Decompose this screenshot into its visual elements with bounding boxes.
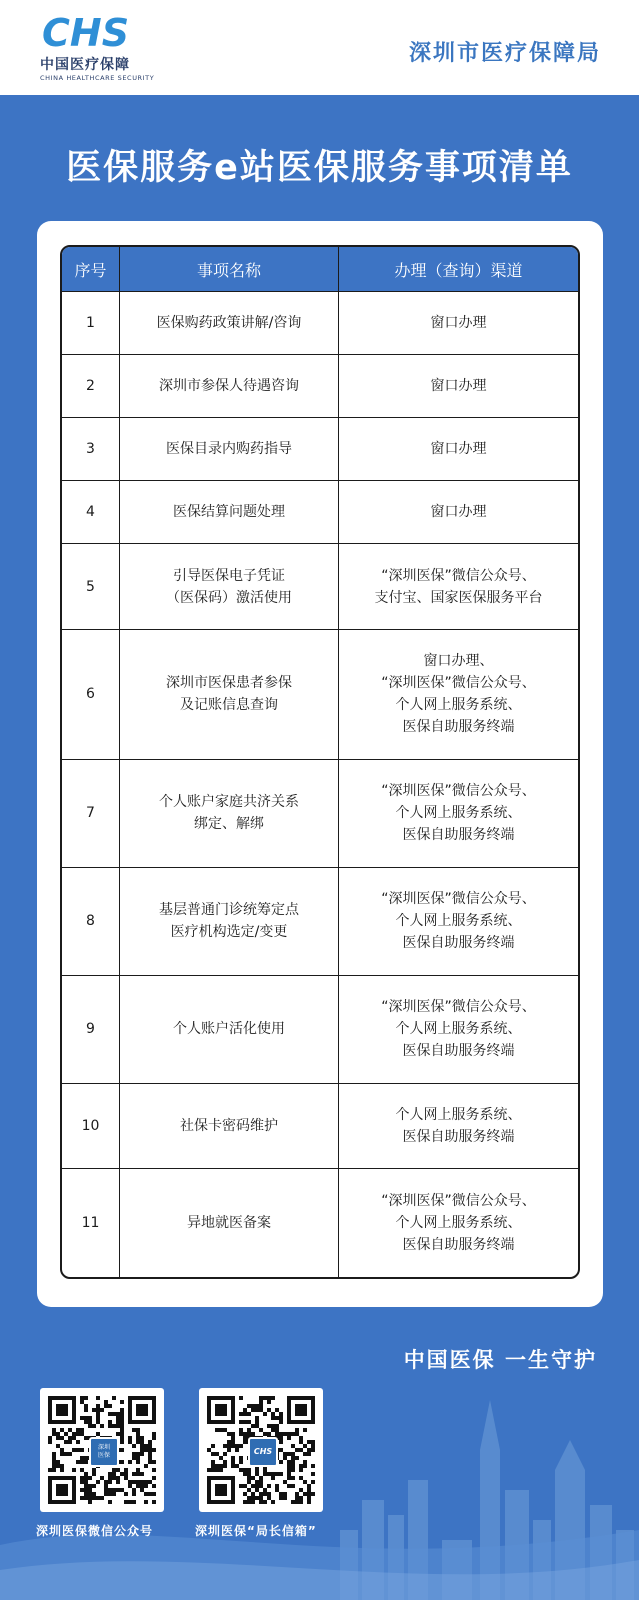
row-number: 8 (62, 868, 120, 976)
row-item-name: 基层普通门诊统筹定点 医疗机构选定/变更 (120, 868, 339, 976)
page-title: 医保服务e站医保服务事项清单 (66, 148, 573, 188)
row-number: 2 (62, 355, 120, 418)
qr-center-logo: CHS (248, 1437, 278, 1467)
top-header (0, 0, 639, 95)
row-item-name: 深圳市医保患者参保 及记账信息查询 (120, 630, 339, 760)
table-row (62, 292, 578, 355)
table-row (62, 630, 578, 760)
row-item-name: 医保目录内购药指导 (120, 418, 339, 481)
row-item-name: 深圳市参保人待遇咨询 (120, 355, 339, 418)
table-header-row (62, 247, 578, 292)
table-row (62, 481, 578, 544)
row-number: 1 (62, 292, 120, 355)
row-channel: “深圳医保”微信公众号、 个人网上服务系统、 医保自助服务终端 (339, 760, 578, 868)
logo-english-name: CHINA HEALTHCARE SECURITY (40, 74, 155, 82)
qr-label-director-mailbox: 深圳医保“局长信箱” (195, 1524, 317, 1538)
row-number: 3 (62, 418, 120, 481)
table-row (62, 355, 578, 418)
header-channel: 办理（查询）渠道 (339, 247, 578, 292)
table-row (62, 544, 578, 629)
row-item-name: 异地就医备案 (120, 1169, 339, 1277)
service-list-card (37, 221, 603, 1307)
row-channel: “深圳医保”微信公众号、 支付宝、国家医保服务平台 (339, 544, 578, 629)
table-row (62, 1169, 578, 1277)
header-item-name: 事项名称 (120, 247, 339, 292)
table-row (62, 1084, 578, 1169)
footer-wave-decoration (0, 1500, 639, 1600)
svg-text:CHS: CHS (42, 12, 130, 52)
row-channel: 窗口办理、 “深圳医保”微信公众号、 个人网上服务系统、 医保自助服务终端 (339, 630, 578, 760)
qr-code-wechat-account (40, 1388, 164, 1512)
row-channel: 窗口办理 (339, 418, 578, 481)
row-item-name: 引导医保电子凭证 （医保码）激活使用 (120, 544, 339, 629)
row-number: 4 (62, 481, 120, 544)
row-item-name: 个人账户活化使用 (120, 976, 339, 1084)
logo-chinese-name: 中国医疗保障 (40, 57, 130, 73)
header-number: 序号 (62, 247, 120, 292)
row-channel: 窗口办理 (339, 292, 578, 355)
row-number: 10 (62, 1084, 120, 1169)
slogan: 中国医保 一生守护 (403, 1348, 597, 1372)
row-item-name: 医保购药政策讲解/咨询 (120, 292, 339, 355)
row-number: 6 (62, 630, 120, 760)
service-items-table (60, 245, 580, 1279)
table-row (62, 976, 578, 1084)
row-channel: “深圳医保”微信公众号、 个人网上服务系统、 医保自助服务终端 (381, 1193, 536, 1254)
qr-label-wechat-account: 深圳医保微信公众号 (36, 1524, 154, 1538)
table-row (62, 868, 578, 976)
row-number: 9 (62, 976, 120, 1084)
table-row (62, 760, 578, 868)
row-number: 7 (62, 760, 120, 868)
chs-logo (40, 12, 155, 84)
qr-code-director-mailbox (199, 1388, 323, 1512)
row-number: 5 (62, 544, 120, 629)
qr-center-logo: 深圳 医保 (89, 1437, 119, 1467)
row-channel: “深圳医保”微信公众号、 个人网上服务系统、 医保自助服务终端 (339, 976, 578, 1084)
row-channel: 个人网上服务系统、 医保自助服务终端 (339, 1084, 578, 1169)
row-item-name: 个人账户家庭共济关系 绑定、解绑 (120, 760, 339, 868)
chs-logo-mark (40, 12, 145, 52)
row-channel: 窗口办理 (339, 481, 578, 544)
row-item-name: 社保卡密码维护 (120, 1084, 339, 1169)
bureau-name: 深圳市医疗保障局 (408, 41, 601, 66)
table-row (62, 418, 578, 481)
row-number: 11 (62, 1169, 120, 1277)
row-channel: 窗口办理 (339, 355, 578, 418)
row-channel: “深圳医保”微信公众号、 个人网上服务系统、 医保自助服务终端 (339, 868, 578, 976)
row-item-name: 医保结算问题处理 (120, 481, 339, 544)
